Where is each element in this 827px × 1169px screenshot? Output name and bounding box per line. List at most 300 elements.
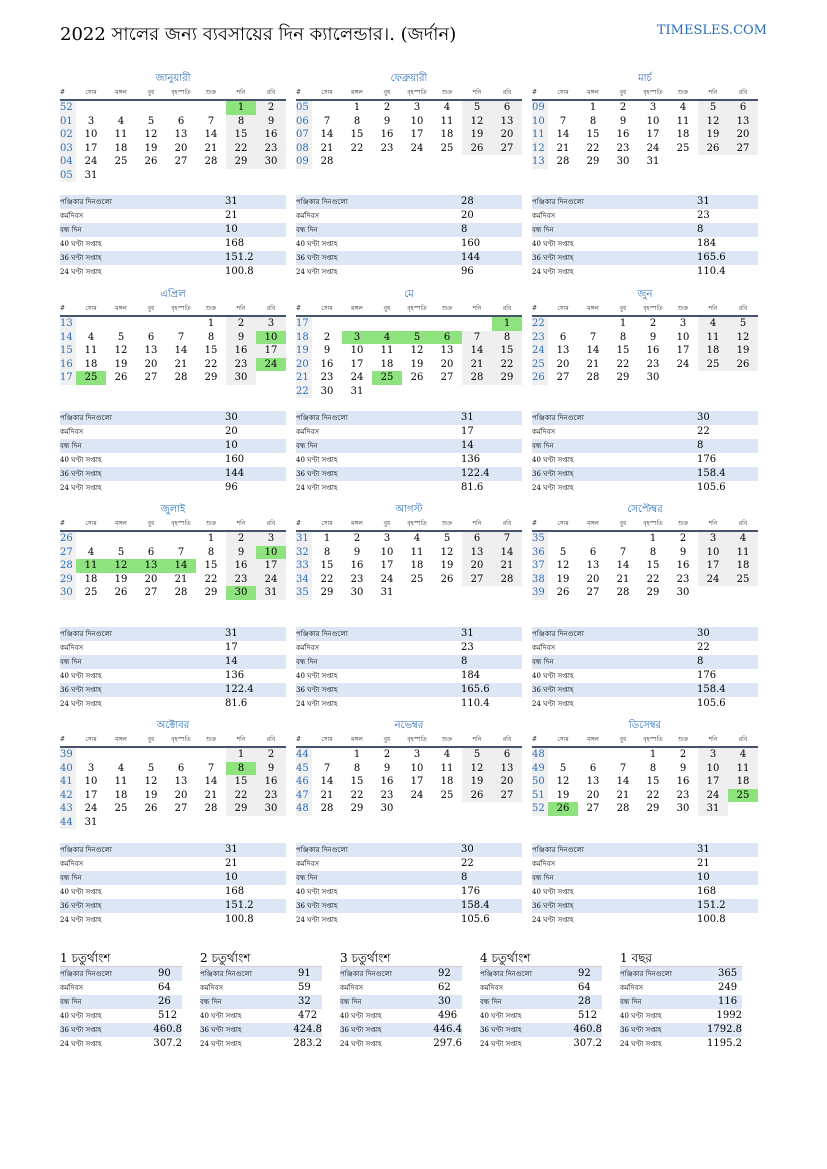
week-number: 02 [60,128,76,142]
day-cell: 25 [372,371,402,385]
stat-value: 31 [225,844,238,855]
stat-row [60,209,286,223]
stat-label: পঞ্জিকার দিনগুলো [532,198,584,206]
stat-label: পঞ্জিকার দিনগুলো [532,414,584,422]
stat-row [532,627,758,641]
day-cell: 29 [320,587,334,598]
day-header: বুধ [383,305,391,312]
week-number: 17 [296,317,312,331]
day-cell: 30 [676,587,690,598]
day-cell: 26 [114,587,128,598]
day-cell: 17 [676,345,690,356]
week-number: 42 [60,789,76,803]
day-cell: 11 [84,345,98,356]
day-cell: 30 [380,803,394,814]
empty-day [578,317,608,331]
month-stats [532,195,758,279]
day-cell: 18 [84,573,98,585]
day-header: মঙ্গল [115,736,127,743]
stat-row [296,669,522,683]
stat-row [296,697,522,711]
day-cell: 25 [76,371,106,385]
day-cell: 23 [676,573,690,585]
quarter-row [340,967,462,981]
day-cell: 24 [676,358,690,370]
empty-day [342,317,372,331]
week-number: 28 [60,559,76,573]
stat-label: পঞ্জিকার দিনগুলো [296,414,348,422]
stat-label: 40 ঘণ্টা সপ্তাহ [200,1012,242,1020]
day-cell: 15 [646,560,660,571]
quarter-summary [620,950,742,1051]
stat-label: 36 ঘণ্টা সপ্তাহ [532,470,574,478]
day-header: বুধ [147,89,155,96]
day-cell: 14 [492,546,522,560]
empty-day [402,586,432,600]
stat-label: বন্ধ দিন [60,998,82,1006]
week-row [532,331,758,345]
stat-label: 36 ঘণ্টা সপ্তাহ [60,686,102,694]
day-cell: 20 [144,573,158,585]
day-header: # [532,736,538,743]
day-header-row [60,86,286,101]
stat-label: 24 ঘণ্টা সপ্তাহ [60,268,102,276]
day-cell: 13 [136,559,166,573]
week-row [532,371,758,385]
day-cell: 30 [226,586,256,600]
day-header: বৃহস্পতি [171,520,191,527]
day-cell: 1 [353,102,361,113]
month-stats [532,627,758,711]
week-row [296,101,522,115]
stat-label: বন্ধ দিন [532,658,554,666]
day-header: মঙ্গল [587,305,599,312]
month-calendar [296,288,522,398]
empty-day [226,169,256,183]
day-cell: 24 [256,358,286,372]
week-row [60,317,286,331]
stat-value: 30 [438,996,451,1007]
stat-row [60,411,286,425]
day-header: সোম [85,736,97,743]
stat-value: 100.8 [225,914,254,925]
empty-day [492,586,522,600]
day-cell: 28 [204,156,218,167]
stat-value: 176 [461,886,481,897]
empty-day [106,317,136,331]
day-cell: 31 [646,156,660,167]
stat-row [60,439,286,453]
stat-label: কর্মদিবস [480,984,503,992]
day-header: সোম [557,520,569,527]
day-cell: 27 [556,372,570,383]
week-number: 38 [532,573,548,587]
week-number: 06 [296,115,312,129]
day-cell: 4 [679,102,687,113]
quarter-summary [60,950,182,1051]
day-header: # [60,736,66,743]
stat-value: 472 [298,1010,318,1021]
week-row [296,371,522,385]
stat-label: বন্ধ দিন [296,226,318,234]
day-header: বুধ [619,736,627,743]
day-cell: 13 [556,345,570,356]
month-name: নভেম্বর [394,720,424,731]
empty-day [106,532,136,546]
day-cell: 16 [676,560,690,571]
day-cell: 16 [350,560,364,571]
day-cell: 8 [619,331,627,343]
day-header: # [532,305,538,312]
stat-value: 144 [225,468,245,479]
empty-day [462,155,492,169]
day-cell: 9 [619,115,627,127]
stat-label: 36 ঘণ্টা সপ্তাহ [532,686,574,694]
day-cell: 15 [350,129,364,140]
day-cell: 14 [462,344,492,358]
day-cell: 7 [559,115,567,127]
day-header-row [296,733,522,748]
day-cell: 20 [174,142,188,154]
day-cell: 17 [410,776,424,787]
day-cell: 16 [380,129,394,140]
stat-label: বন্ধ দিন [200,998,222,1006]
stat-value: 446.4 [433,1024,462,1035]
day-cell: 2 [649,318,657,329]
day-cell: 31 [256,586,286,600]
week-number: 21 [296,371,312,385]
day-header: বৃহস্পতি [407,305,427,312]
quarter-summary [340,950,462,1051]
day-cell: 2 [226,532,256,546]
empty-day [76,101,106,115]
day-cell: 2 [256,101,286,115]
stat-value: 31 [225,196,238,207]
day-cell: 2 [383,749,391,760]
day-cell: 27 [586,803,600,814]
day-cell: 8 [589,115,597,127]
empty-day [432,802,462,816]
day-cell: 30 [350,587,364,598]
day-cell: 23 [256,142,286,156]
stat-value: 297.6 [433,1038,462,1049]
stat-row [296,453,522,467]
stat-label: 36 ঘণ্টা সপ্তাহ [60,902,102,910]
quarter-row [620,981,742,995]
stat-value: 424.8 [293,1024,322,1035]
stat-label: 24 ঘণ্টা সপ্তাহ [60,484,102,492]
day-cell: 25 [84,587,98,598]
empty-day [548,101,578,115]
day-header-row [532,733,758,748]
stat-row [296,655,522,669]
day-header: মঙ্গল [351,305,363,312]
day-header: সোম [557,305,569,312]
stat-label: 24 ঘণ্টা সপ্তাহ [620,1040,662,1048]
day-header: রবি [738,89,748,96]
day-cell: 19 [556,789,570,801]
day-header-row [60,733,286,748]
day-header: # [60,89,66,96]
week-number: 49 [532,762,548,776]
empty-day [432,586,462,600]
stat-row [532,265,758,279]
stat-value: 116 [718,996,738,1007]
stat-label: কর্মদিবস [60,644,83,652]
week-row [532,546,758,560]
day-cell: 20 [144,358,158,370]
day-cell: 18 [380,358,394,370]
month-stats [296,411,522,495]
day-header: শুক্র [441,89,453,96]
day-cell: 20 [440,358,454,370]
week-number: 52 [532,802,548,816]
stat-value: 365 [718,968,738,979]
day-cell: 27 [462,573,492,587]
day-cell: 11 [440,115,454,127]
stat-label: কর্মদিবস [532,212,555,220]
day-header: শুক্র [205,89,217,96]
site-logo[interactable]: TIMESLES.COM [656,23,767,38]
stat-value: 176 [697,670,717,681]
week-number: 26 [60,532,76,546]
week-row [296,115,522,129]
quarter-title: 2 চতুর্থাংশ [200,950,322,967]
empty-day [578,532,608,546]
stat-value: 92 [438,968,451,979]
day-cell: 22 [492,358,522,372]
stat-label: বন্ধ দিন [340,998,362,1006]
week-number: 13 [532,155,548,169]
week-number: 04 [60,155,76,169]
week-row [60,546,286,560]
stat-label: কর্মদিবস [532,428,555,436]
stat-label: 40 ঘণ্টা সপ্তাহ [532,888,574,896]
week-row [296,802,522,816]
day-cell: 24 [256,573,286,587]
day-header: রবি [738,520,748,527]
stat-row [532,913,758,927]
week-row [532,775,758,789]
stat-value: 17 [225,642,238,653]
day-cell: 5 [559,546,567,558]
day-header: রবি [502,89,512,96]
day-cell: 5 [728,317,758,331]
stat-value: 165.6 [461,684,490,695]
day-header: শনি [472,736,482,743]
day-header: শনি [472,89,482,96]
day-header: বুধ [619,520,627,527]
day-cell: 23 [256,789,286,803]
stat-label: 36 ঘণ্টা সপ্তাহ [60,470,102,478]
day-cell: 3 [679,318,687,329]
day-cell: 29 [492,371,522,385]
day-cell: 2 [226,317,256,331]
day-cell: 17 [256,344,286,358]
day-header: বুধ [147,736,155,743]
week-number: 44 [296,748,312,762]
empty-day [432,317,462,331]
day-cell: 7 [589,331,597,343]
day-cell: 13 [586,560,600,571]
empty-day [462,317,492,331]
week-row [60,816,286,830]
quarter-row [60,981,182,995]
week-row [296,789,522,803]
stat-row [296,195,522,209]
empty-day [106,169,136,183]
week-row [296,573,522,587]
day-cell: 30 [646,372,660,383]
day-cell: 19 [410,358,424,370]
day-cell: 18 [114,789,128,801]
day-cell: 22 [586,142,600,154]
stat-row [532,467,758,481]
day-cell: 3 [87,115,95,127]
day-cell: 7 [462,331,492,345]
stat-value: 14 [225,656,238,667]
day-cell: 18 [728,775,758,789]
stat-value: 30 [225,412,238,423]
stat-value: 17 [461,426,474,437]
stat-row [296,627,522,641]
month-calendar [296,503,522,600]
stat-row [532,871,758,885]
day-cell: 28 [616,587,630,598]
day-cell: 14 [556,129,570,140]
stat-label: 40 ঘণ্টা সপ্তাহ [60,888,102,896]
stat-value: 144 [461,252,481,263]
stat-label: পঞ্জিকার দিনগুলো [480,970,532,978]
day-cell: 12 [462,762,492,776]
day-header: বৃহস্পতি [407,520,427,527]
week-row [532,358,758,372]
empty-day [76,748,106,762]
week-number: 12 [532,142,548,156]
week-number: 44 [60,816,76,830]
stat-value: 158.4 [461,900,490,911]
empty-day [226,816,256,830]
day-cell: 10 [410,115,424,127]
day-cell: 23 [350,573,364,585]
day-cell: 17 [380,560,394,571]
day-cell: 4 [443,102,451,113]
stat-value: 8 [697,224,704,235]
week-number: 48 [296,802,312,816]
empty-day [372,155,402,169]
stat-value: 31 [461,628,474,639]
stat-value: 8 [697,656,704,667]
stat-row [532,481,758,495]
stat-label: 24 ঘণ্টা সপ্তাহ [532,484,574,492]
day-header: শনি [236,520,246,527]
stat-row [296,871,522,885]
stat-value: 81.6 [225,698,248,709]
stat-value: 23 [697,210,710,221]
stat-value: 105.6 [697,698,726,709]
week-row [532,101,758,115]
stat-label: 24 ঘণ্টা সপ্তাহ [532,916,574,924]
stat-value: 22 [697,642,710,653]
day-cell: 12 [556,560,570,571]
day-cell: 21 [462,358,492,372]
day-header: শুক্র [205,305,217,312]
day-cell: 1 [619,318,627,329]
day-cell: 12 [728,331,758,345]
day-header: শনি [708,736,718,743]
stat-label: 40 ঘণ্টা সপ্তাহ [60,456,102,464]
week-number: 39 [532,586,548,600]
day-cell: 25 [440,789,454,801]
day-cell: 21 [174,358,188,370]
day-cell: 16 [616,129,630,140]
day-cell: 16 [320,358,334,370]
day-cell: 1 [226,748,256,762]
stat-value: 96 [225,482,238,493]
week-number: 24 [532,344,548,358]
day-cell: 4 [728,748,758,762]
day-cell: 22 [646,573,660,585]
day-cell: 14 [166,559,196,573]
week-row [532,317,758,331]
empty-day [136,317,166,331]
day-cell: 26 [144,803,158,814]
week-number: 07 [296,128,312,142]
day-cell: 3 [413,102,421,113]
day-cell: 2 [679,749,687,760]
stat-label: কর্মদিবস [200,984,223,992]
stat-row [60,195,286,209]
stat-value: 122.4 [225,684,254,695]
stat-label: পঞ্জিকার দিনগুলো [60,630,112,638]
week-number: 20 [296,358,312,372]
day-cell: 10 [84,776,98,787]
day-cell: 30 [256,802,286,816]
week-number: 03 [60,142,76,156]
day-header: সোম [321,305,333,312]
month-name: ফেব্রুয়ারী [390,73,428,84]
stat-value: 20 [225,426,238,437]
month-name: এপ্রিল [160,289,186,300]
stat-label: 24 ঘণ্টা সপ্তাহ [340,1040,382,1048]
day-cell: 25 [114,156,128,167]
week-row [60,532,286,546]
day-cell: 22 [204,358,218,370]
day-cell: 14 [616,560,630,571]
stat-label: 40 ঘণ্টা সপ্তাহ [296,672,338,680]
week-number: 35 [532,532,548,546]
stat-label: 24 ঘণ্টা সপ্তাহ [532,700,574,708]
day-cell: 26 [410,372,424,383]
stat-value: 151.2 [225,900,254,911]
stat-row [296,467,522,481]
day-cell: 25 [114,803,128,814]
day-cell: 14 [204,776,218,787]
day-cell: 10 [646,115,660,127]
day-cell: 30 [320,385,334,397]
day-cell: 22 [226,789,256,803]
week-number: 16 [60,358,76,372]
empty-day [698,155,728,169]
week-row [60,358,286,372]
week-number: 46 [296,775,312,789]
page-title: 2022 সালের জন্য ব্যবসায়ের দিন ক্যালেন্ডার।. (জর্দান) [60,24,457,45]
quarter-row [340,1009,462,1023]
empty-day [608,532,638,546]
empty-day [312,748,342,762]
day-cell: 11 [728,546,758,560]
stat-label: 24 ঘণ্টা সপ্তাহ [532,268,574,276]
